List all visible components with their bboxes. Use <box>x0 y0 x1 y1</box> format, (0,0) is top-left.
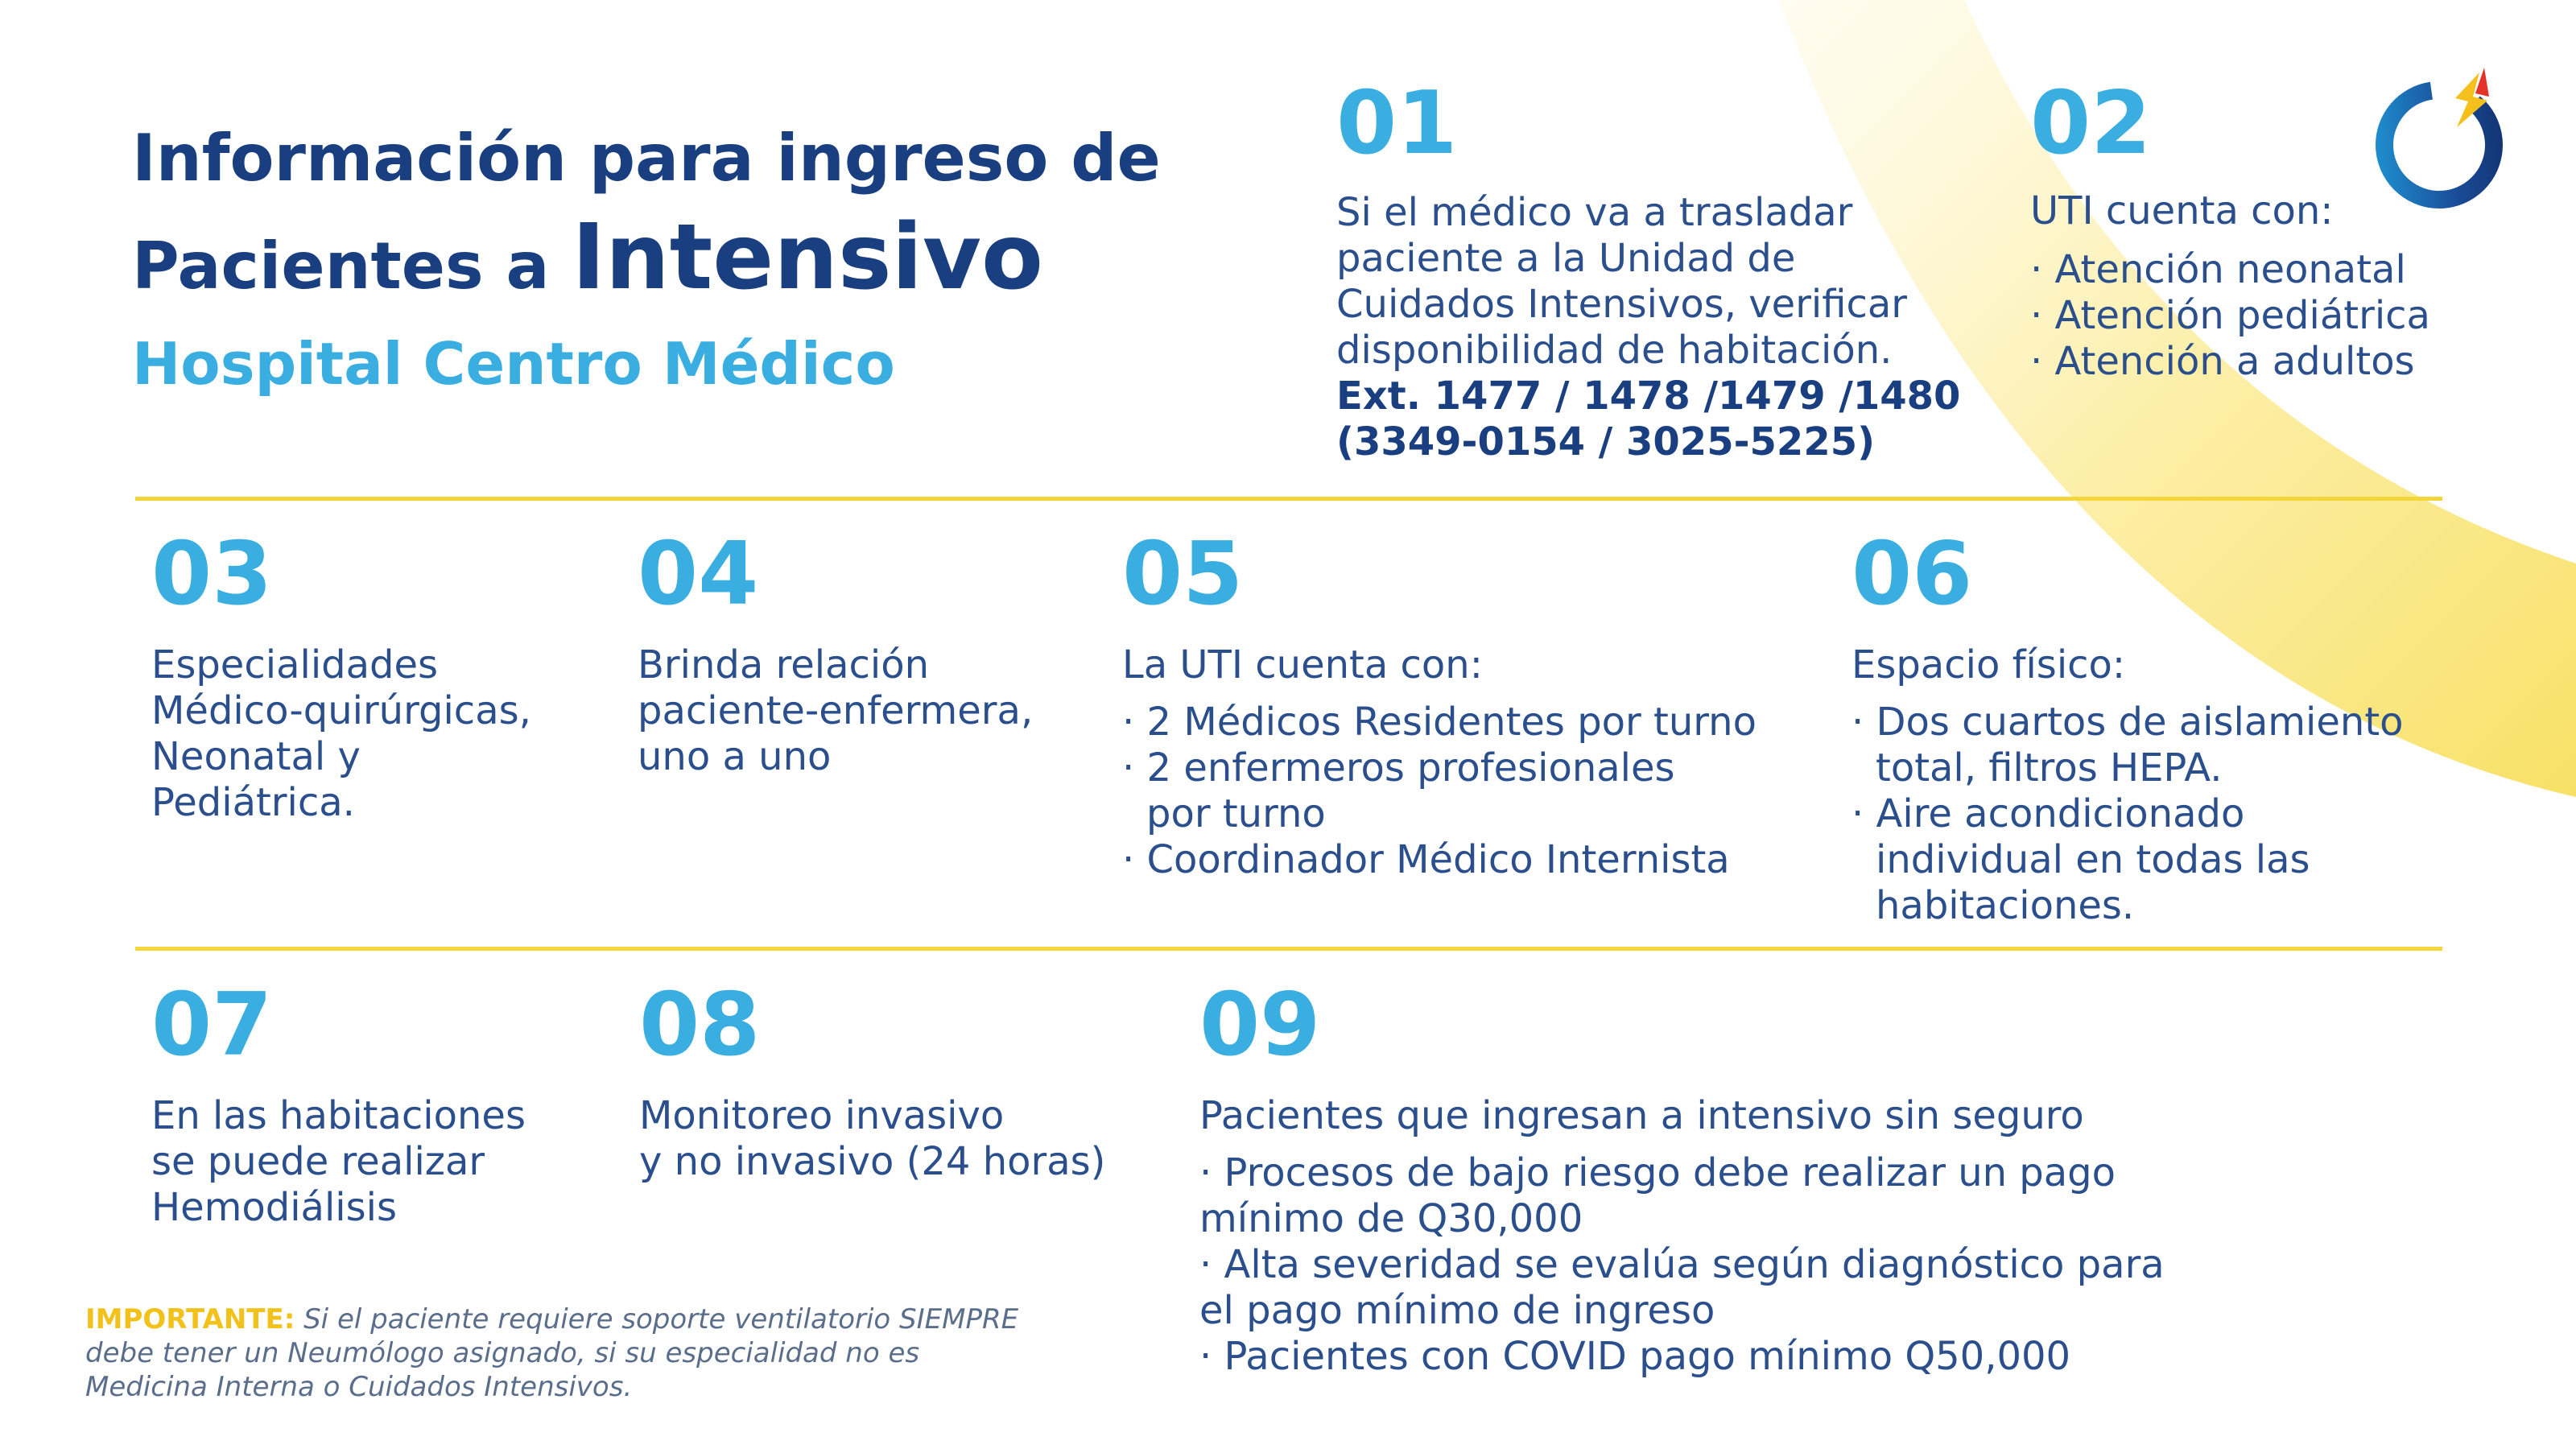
section-number: 09 <box>1199 975 1321 1075</box>
note-text: debe tener un Neumólogo asignado, si su especialidad no es <box>85 1337 920 1369</box>
text-line: se puede realizar <box>151 1139 485 1184</box>
section-03 <box>151 524 531 826</box>
section-intro: Espacio físico: <box>1852 642 2126 687</box>
list-item: · Atención neonatal <box>2030 247 2406 292</box>
important-note <box>85 1302 1100 1404</box>
section-number: 07 <box>151 975 273 1075</box>
text-line: paciente a la Unidad de <box>1336 236 1796 281</box>
text-line: Cuidados Intensivos, verificar <box>1336 282 1908 327</box>
section-list <box>1199 1150 2165 1380</box>
section-list <box>1852 700 2404 929</box>
section-number: 02 <box>2030 73 2152 174</box>
text-line: Especialidades <box>151 642 439 687</box>
title-prefix: Pacientes a <box>132 229 572 303</box>
section-intro: Pacientes que ingresan a intensivo sin seguro <box>1199 1093 2084 1138</box>
note-text: Medicina Interna o Cuidados Intensivos. <box>85 1371 633 1403</box>
text-line: Brinda relación <box>638 642 930 687</box>
text-line: Pediátrica. <box>151 780 355 825</box>
list-item: · Atención pediátrica <box>2030 293 2430 338</box>
section-07 <box>151 975 526 1231</box>
list-item: · 2 enfermeros profesionales <box>1122 745 1675 791</box>
list-item-continuation: individual en todas las <box>1876 837 2310 882</box>
text-line: Si el médico va a trasladar <box>1336 190 1853 235</box>
list-item: · 2 Médicos Residentes por turno <box>1122 700 1757 745</box>
text-line: uno a uno <box>638 734 832 779</box>
text-line: disponibilidad de habitación. <box>1336 328 1893 373</box>
section-text <box>1336 190 1960 465</box>
section-05 <box>1122 524 1757 883</box>
text-line: Neonatal y <box>151 734 361 779</box>
section-09 <box>1199 975 2165 1380</box>
section-number: 08 <box>639 975 761 1075</box>
text-line: Médico-quirúrgicas, <box>151 688 531 733</box>
list-item-continuation: mínimo de Q30,000 <box>1199 1196 1583 1241</box>
text-line: y no invasivo (24 horas) <box>639 1139 1106 1184</box>
list-item-continuation: habitaciones. <box>1876 883 2135 928</box>
list-item: · Alta severidad se evalúa según diagnóstico para <box>1199 1242 2165 1287</box>
section-intro: La UTI cuenta con: <box>1122 642 1483 687</box>
section-number: 04 <box>638 524 759 625</box>
text-line: Monitoreo invasivo <box>639 1093 1005 1138</box>
list-item: · Dos cuartos de aislamiento <box>1852 700 2404 745</box>
section-02 <box>2030 73 2430 385</box>
section-list <box>1122 700 1757 883</box>
phone-extensions: Ext. 1477 / 1478 /1479 /1480 <box>1336 374 1961 419</box>
section-text <box>151 1093 526 1231</box>
list-item: · Pacientes con COVID pago mínimo Q50,000 <box>1199 1334 2071 1379</box>
title-emphasis: Intensivo <box>572 205 1043 310</box>
section-number: 03 <box>151 524 273 625</box>
section-number: 05 <box>1122 524 1244 625</box>
section-01 <box>1336 73 1961 465</box>
section-text <box>639 1093 1105 1185</box>
page-title: Información para ingreso de <box>132 121 1161 196</box>
text-line: En las habitaciones <box>151 1093 526 1138</box>
phone-numbers: (3349-0154 / 3025-5225) <box>1336 419 1876 464</box>
list-item: · Procesos de bajo riesgo debe realizar un pago <box>1199 1150 2116 1195</box>
section-intro: UTI cuenta con: <box>2030 188 2334 233</box>
hospital-name: Hospital Centro Médico <box>132 330 895 398</box>
page-title-line2 <box>132 205 1043 310</box>
list-item-continuation: total, filtros HEPA. <box>1876 745 2223 791</box>
list-item: · Atención a adultos <box>2030 339 2415 384</box>
section-list <box>2030 247 2430 385</box>
list-item: · Coordinador Médico Internista <box>1122 837 1730 882</box>
section-04 <box>638 524 1034 780</box>
divider <box>135 497 2442 501</box>
section-text <box>151 642 531 826</box>
section-06 <box>1852 524 2404 929</box>
note-text: Si el paciente requiere soporte ventilatorio SIEMPRE <box>295 1303 1019 1335</box>
section-number: 01 <box>1336 73 1458 174</box>
list-item-continuation: por turno <box>1146 791 1326 836</box>
important-label: IMPORTANTE: <box>85 1303 295 1335</box>
text-line: paciente-enfermera, <box>638 688 1034 733</box>
divider <box>135 947 2442 951</box>
list-item-continuation: el pago mínimo de ingreso <box>1199 1288 1715 1333</box>
text-line: Hemodiálisis <box>151 1185 397 1230</box>
section-number: 06 <box>1852 524 1973 625</box>
list-item: · Aire acondicionado <box>1852 791 2245 836</box>
section-text <box>638 642 1033 780</box>
section-08 <box>639 975 1106 1185</box>
